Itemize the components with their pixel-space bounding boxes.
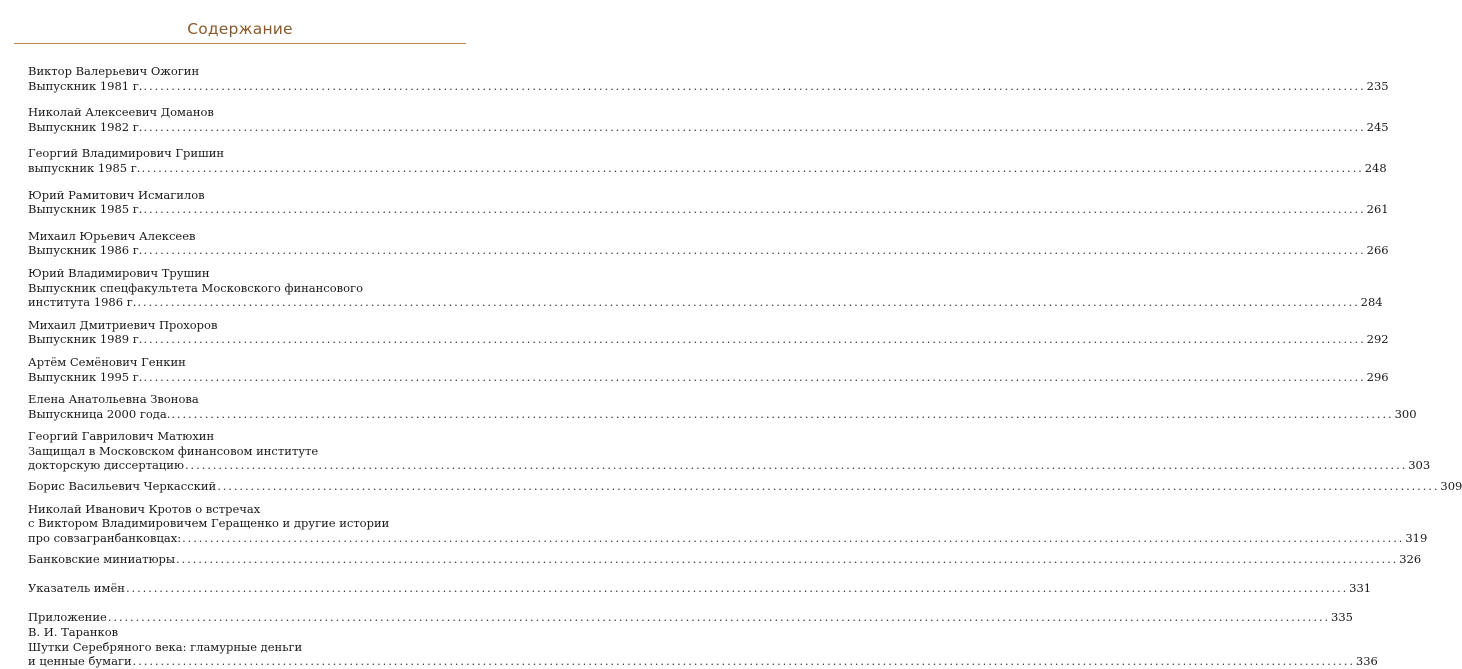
toc-entry-lastline [28, 530, 1428, 546]
toc-entry-line: Выпускница 2000 года. [28, 406, 171, 421]
toc-entry-line: Выпускник 1986 г. [28, 243, 143, 258]
page-number: 245 [1366, 119, 1389, 134]
toc-entry-lastline [28, 369, 1389, 385]
toc-entry-line: Николай Алексеевич Доманов [28, 105, 214, 120]
dot-leader: ............................................................................................................................................................................................................................ [171, 406, 1394, 421]
page-number: 248 [1364, 160, 1387, 175]
dot-leader: ............................................................................................................................................................................................................................ [107, 609, 1331, 624]
toc-entry-line: Елена Анатольевна Звонова [28, 392, 199, 407]
toc-entry-line: про совзагранбанковцах: [28, 530, 182, 545]
toc-entry [28, 317, 1389, 347]
toc-entry-line: с Виктором Владимировичем Геращенко и другие истории [28, 516, 390, 531]
toc-entry [28, 581, 1372, 596]
toc-entry-lastline [28, 581, 1372, 596]
dot-leader: ............................................................................................................................................................................................................................ [143, 119, 1366, 134]
toc-entry [28, 64, 1389, 93]
page-number: 235 [1366, 78, 1389, 93]
toc-entry-line: выпускник 1985 г. [28, 160, 141, 175]
toc-entry-line: Приложение [28, 609, 107, 624]
toc-entry-line: Юрий Владимирович Трушин [28, 265, 210, 280]
toc-entry [28, 105, 1389, 134]
toc-entry-line: Выпускник 1985 г. [28, 202, 143, 217]
toc-entry-lastline [28, 202, 1389, 217]
page-number: 335 [1331, 609, 1353, 624]
page-number: 261 [1366, 202, 1389, 217]
page-number: 292 [1366, 332, 1389, 347]
toc-entry-line: Михаил Юрьевич Алексеев [28, 228, 196, 243]
toc-entry [28, 609, 1353, 625]
toc-entry [28, 187, 1389, 217]
toc-entry-line: Выпускник 1982 г. [28, 119, 143, 134]
toc-entry-line: института 1986 г. [28, 295, 137, 310]
header-divider [14, 43, 466, 44]
toc-entry-line: Защищал в Московском финансовом институте [28, 443, 319, 458]
page-number: 296 [1366, 369, 1389, 384]
page-number: 331 [1349, 581, 1372, 596]
dot-leader: ............................................................................................................................................................................................................................ [143, 78, 1366, 93]
toc-entry [28, 429, 1431, 473]
dot-leader: ............................................................................................................................................................................................................................ [185, 458, 1408, 473]
toc-entry-lastline [28, 609, 1353, 625]
dot-leader: ............................................................................................................................................................................................................................ [143, 202, 1366, 217]
toc-entry [28, 146, 1387, 175]
toc-entry-line: Юрий Рамитович Исмагилов [28, 187, 205, 202]
page-number: 309 [1440, 479, 1462, 494]
toc-entry-line: Выпускник спецфакультета Московского финансового [28, 280, 364, 295]
toc-entry-line: Георгий Владимирович Гришин [28, 146, 225, 161]
toc-entry-lastline [28, 406, 1417, 422]
toc-entry-lastline [28, 654, 1378, 669]
table-of-contents [28, 64, 1462, 669]
toc-entry-lastline [28, 479, 1462, 494]
dot-leader: ............................................................................................................................................................................................................................ [141, 160, 1364, 175]
toc-entry [28, 625, 1378, 669]
page-number: 336 [1355, 654, 1378, 669]
toc-entry [28, 392, 1417, 421]
toc-entry-line: докторскую диссертацию [28, 458, 184, 473]
toc-entry-line: Михаил Дмитриевич Прохоров [28, 317, 218, 332]
toc-entry [28, 552, 1422, 567]
toc-entry-line: Выпускник 1989 г. [28, 332, 143, 347]
toc-entry-line: Выпускник 1995 г. [28, 369, 143, 384]
toc-entry-lastline [28, 160, 1387, 176]
toc-entry-lastline [28, 552, 1422, 567]
toc-entry-line: Шутки Серебряного века: гламурные деньги [28, 639, 303, 654]
dot-leader: ............................................................................................................................................................................................................................ [176, 552, 1399, 567]
toc-entry-line: Георгий Гаврилович Матюхин [28, 429, 215, 444]
toc-entry-lastline [28, 295, 1383, 310]
dot-leader: ............................................................................................................................................................................................................................ [125, 581, 1349, 596]
toc-entry-lastline [28, 78, 1389, 94]
toc-entry-line: и ценные бумаги [28, 654, 132, 669]
toc-entry [28, 501, 1428, 546]
page-header [0, 0, 480, 44]
toc-entry-lastline [28, 243, 1389, 258]
toc-entry-line: Николай Иванович Кротов о встречах [28, 501, 261, 516]
dot-leader: ............................................................................................................................................................................................................................ [217, 479, 1440, 494]
toc-entry-line: Виктор Валерьевич Ожогин [28, 64, 200, 78]
toc-entry-line: Артём Семёнович Генкин [28, 354, 186, 369]
toc-entry-lastline [28, 332, 1389, 347]
toc-entry-line: Указатель имён [28, 581, 125, 596]
dot-leader: ............................................................................................................................................................................................................................ [143, 369, 1366, 384]
dot-leader: ............................................................................................................................................................................................................................ [137, 295, 1360, 310]
page-number: 266 [1366, 243, 1389, 258]
dot-leader: ............................................................................................................................................................................................................................ [182, 530, 1405, 545]
page-number: 300 [1394, 406, 1417, 421]
toc-entry [28, 228, 1389, 258]
toc-entry-lastline [28, 119, 1389, 135]
toc-entry [28, 479, 1462, 494]
toc-entry [28, 354, 1389, 384]
toc-entry-line: Банковские миниатюры [28, 552, 175, 567]
page-number: 284 [1360, 295, 1383, 310]
toc-entry-line: Выпускник 1981 г. [28, 78, 143, 93]
page-number: 326 [1399, 552, 1422, 567]
toc-entry-line: Борис Васильевич Черкасский [28, 479, 217, 494]
toc-entry-line: В. И. Таранков [28, 625, 119, 640]
page-number: 303 [1408, 458, 1431, 473]
page-title: Содержание [187, 20, 293, 38]
toc-entry-lastline [28, 458, 1431, 473]
dot-leader: ............................................................................................................................................................................................................................ [132, 654, 1355, 669]
dot-leader: ............................................................................................................................................................................................................................ [143, 243, 1366, 258]
page-number: 319 [1405, 530, 1428, 545]
toc-entry [28, 265, 1383, 310]
dot-leader: ............................................................................................................................................................................................................................ [143, 332, 1366, 347]
